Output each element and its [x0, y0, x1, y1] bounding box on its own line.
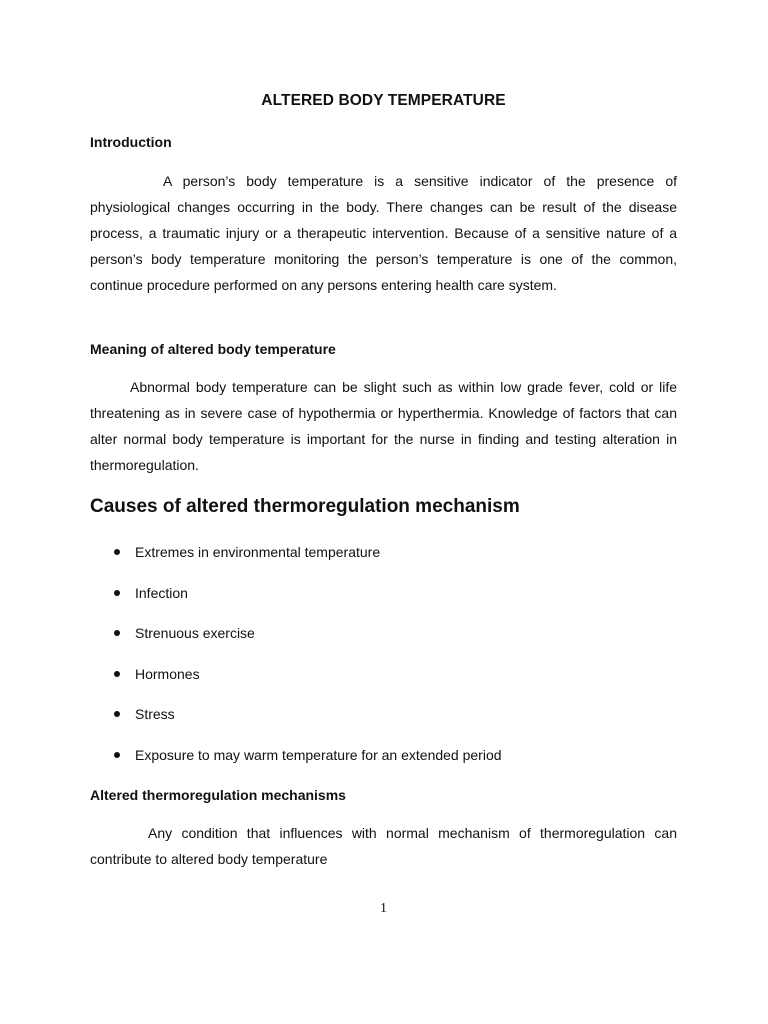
page-number: 1 [380, 901, 387, 916]
list-item-text: Exposure to may warm temperature for an extended period [135, 746, 502, 763]
list-item [90, 542, 502, 583]
mechanisms-paragraph: Any condition that influences with normal mechanism of thermoregulation can contribute to altered body temperature [90, 825, 677, 867]
meaning-paragraph: Abnormal body temperature can be slight such as within low grade fever, cold or life threatening as in severe case of hypothermia or hyperthermia. Knowledge of factors that can alter normal body temperature is important for the nurse in finding and testing alteration in thermoregulation. [90, 379, 677, 473]
list-item-text: Stress [135, 706, 175, 722]
bullet-icon [114, 752, 120, 758]
mechanisms-heading: Altered thermoregulation mechanisms [90, 787, 346, 803]
meaning-heading: Meaning of altered body temperature [90, 341, 336, 357]
list-item [90, 583, 502, 624]
document-page [90, 0, 677, 1024]
bullet-icon [114, 671, 120, 677]
list-item [90, 623, 502, 664]
list-item [90, 745, 502, 786]
list-item [90, 664, 502, 705]
introduction-paragraph: A person’s body temperature is a sensitive indicator of the presence of physiological changes occurring in the body. There changes can be result of the disease process, a traumatic injury or a therapeutic intervention. Because of a sensitive nature of a person’s body temperature monitoring the person’s temperature is one of the common, continue procedure performed on any persons entering health care system. [90, 173, 677, 293]
causes-list [90, 542, 502, 785]
bullet-icon [114, 711, 120, 717]
list-item-text: Extremes in environmental temperature [135, 544, 381, 560]
list-item [90, 704, 502, 745]
list-item-text: Hormones [135, 665, 200, 682]
bullet-icon [114, 590, 120, 596]
causes-heading: Causes of altered thermoregulation mechanism [90, 496, 520, 517]
introduction-heading: Introduction [90, 134, 172, 150]
bullet-icon [114, 549, 120, 555]
list-item-text: Strenuous exercise [135, 625, 255, 641]
list-item-text: Infection [135, 584, 188, 601]
bullet-icon [114, 630, 120, 636]
document-title: ALTERED BODY TEMPERATURE [261, 92, 506, 109]
